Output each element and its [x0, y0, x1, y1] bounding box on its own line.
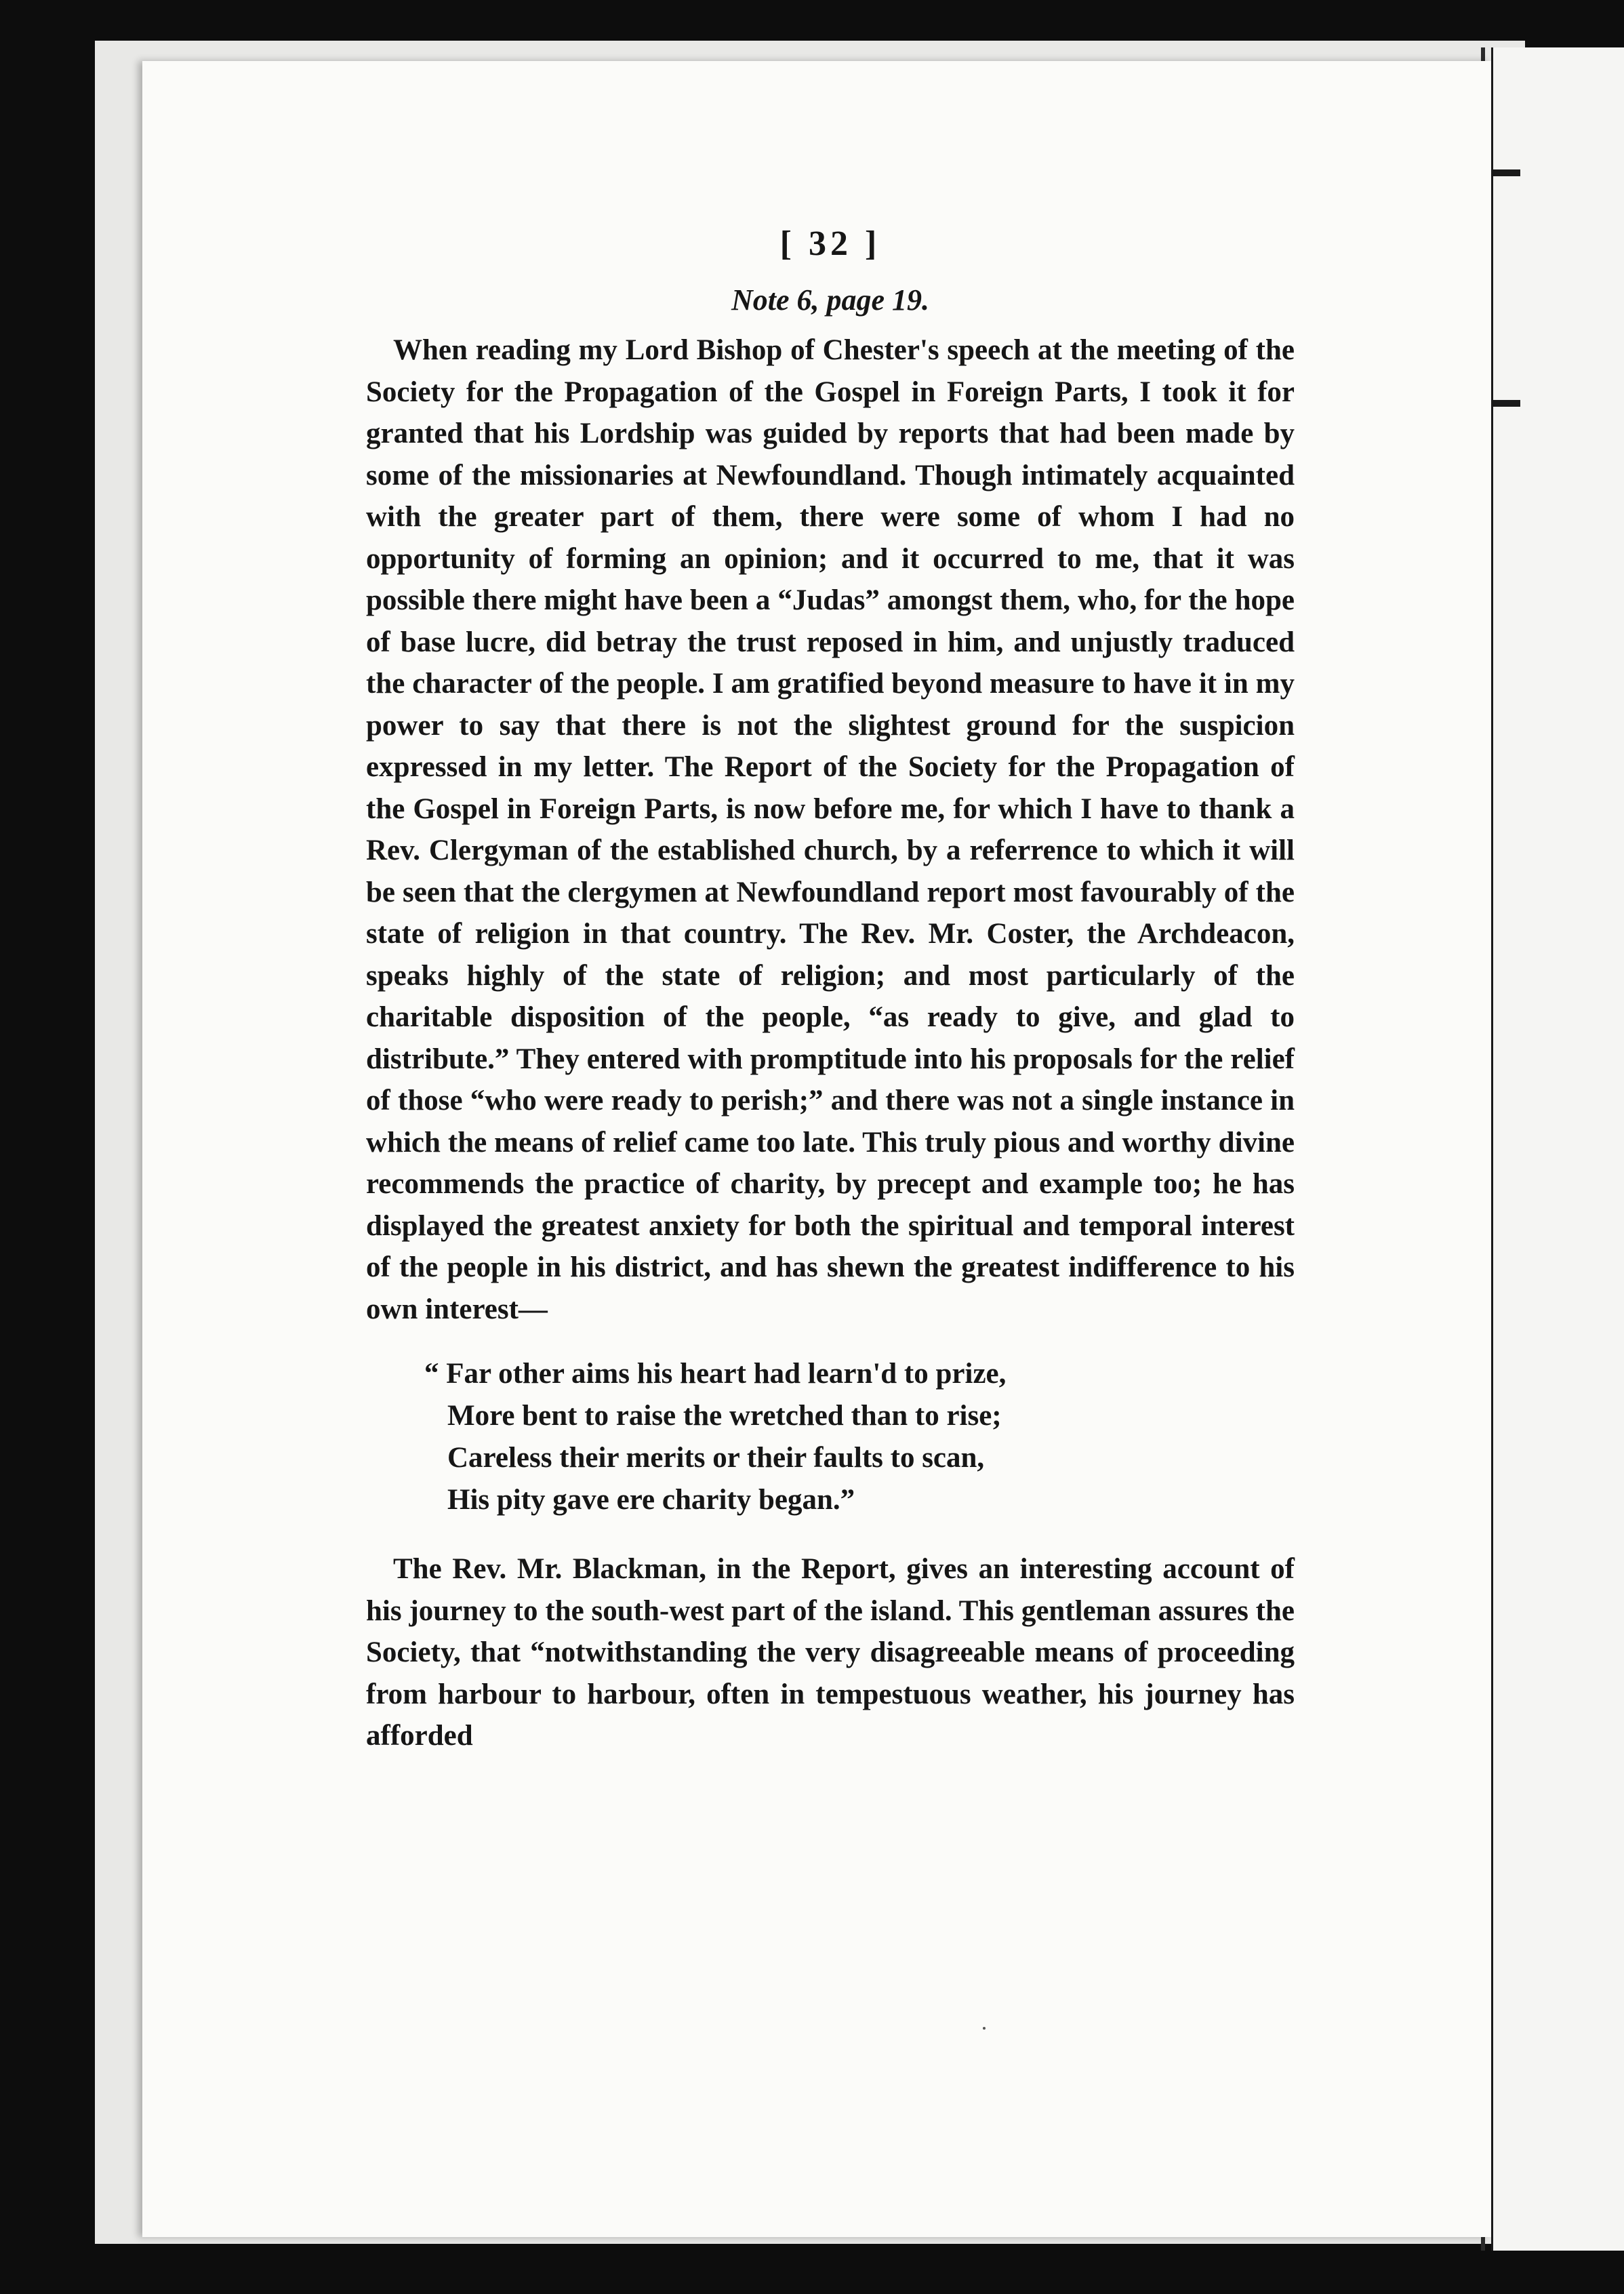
- note-heading: Note 6, page 19.: [731, 283, 930, 317]
- verse-line: His pity gave ere charity began.”: [447, 1484, 855, 1516]
- paragraph-1: When reading my Lord Bishop of Chester's speech at the meeting of the Society for the Propagation of the Gospel in Foreign Parts, I took it for granted that his Lordship was guided by reports that had been made by some of the missionaries at Newfoundland. Though intimately acquainted with the greater part of them, there were some of whom I had no opportunity of forming an opinion; and it occurred to me, that it was possible there might have been a “Judas” amongst them, who, for the hope of base lucre, did betray the trust reposed in him, and unjustly traduced the character of the people. I am gratified beyond measure to have it in my power to say that there is not the slightest ground for the suspicion expressed in my letter. The Report of the Society for the Propagation of the Gospel in Foreign Parts, is now before me, for which I have to thank a Rev. Clergyman of the established church, by a referrence to which it will be seen that the clergymen at Newfoundland report most favourably of the state of religion in that country. The Rev. Mr. Coster, the Archdeacon, speaks highly of the state of religion; and most particularly of the charitable disposition of the people, “as ready to give, and glad to distribute.” They entered with promptitude into his proposals for the relief of those “who were ready to perish;” and there was not a single instance in which the means of relief came too late. This truly pious and worthy divine recommends the practice of charity, by precept and example too; he has displayed the greatest anxiety for both the spiritual and temporal interest of the people in his district, and has shewn the greatest indifference to his own interest—: [366, 334, 1295, 1325]
- page-number: [ 32 ]: [779, 224, 881, 263]
- scan-speck: [983, 2027, 986, 2030]
- edge-mark: [1493, 400, 1520, 407]
- page-text: [366, 224, 1295, 1757]
- verse-line: Careless their merits or their faults to scan,: [447, 1442, 985, 1474]
- paragraph-2: The Rev. Mr. Blackman, in the Report, gives an interesting account of his journey to the south-west part of the island. This gentleman assures the Society, that “notwithstanding the very disagreeable means of proceeding from harbour to harbour, often in tempestuous weather, his journey has afforded: [366, 1553, 1295, 1752]
- verse-quotation: [424, 1353, 1295, 1521]
- verse-line: “ Far other aims his heart had learn'd to prize,: [424, 1358, 1007, 1390]
- adjacent-page-edge: [1491, 47, 1624, 2251]
- verse-line: More bent to raise the wretched than to rise;: [447, 1400, 1002, 1432]
- edge-mark: [1493, 169, 1520, 176]
